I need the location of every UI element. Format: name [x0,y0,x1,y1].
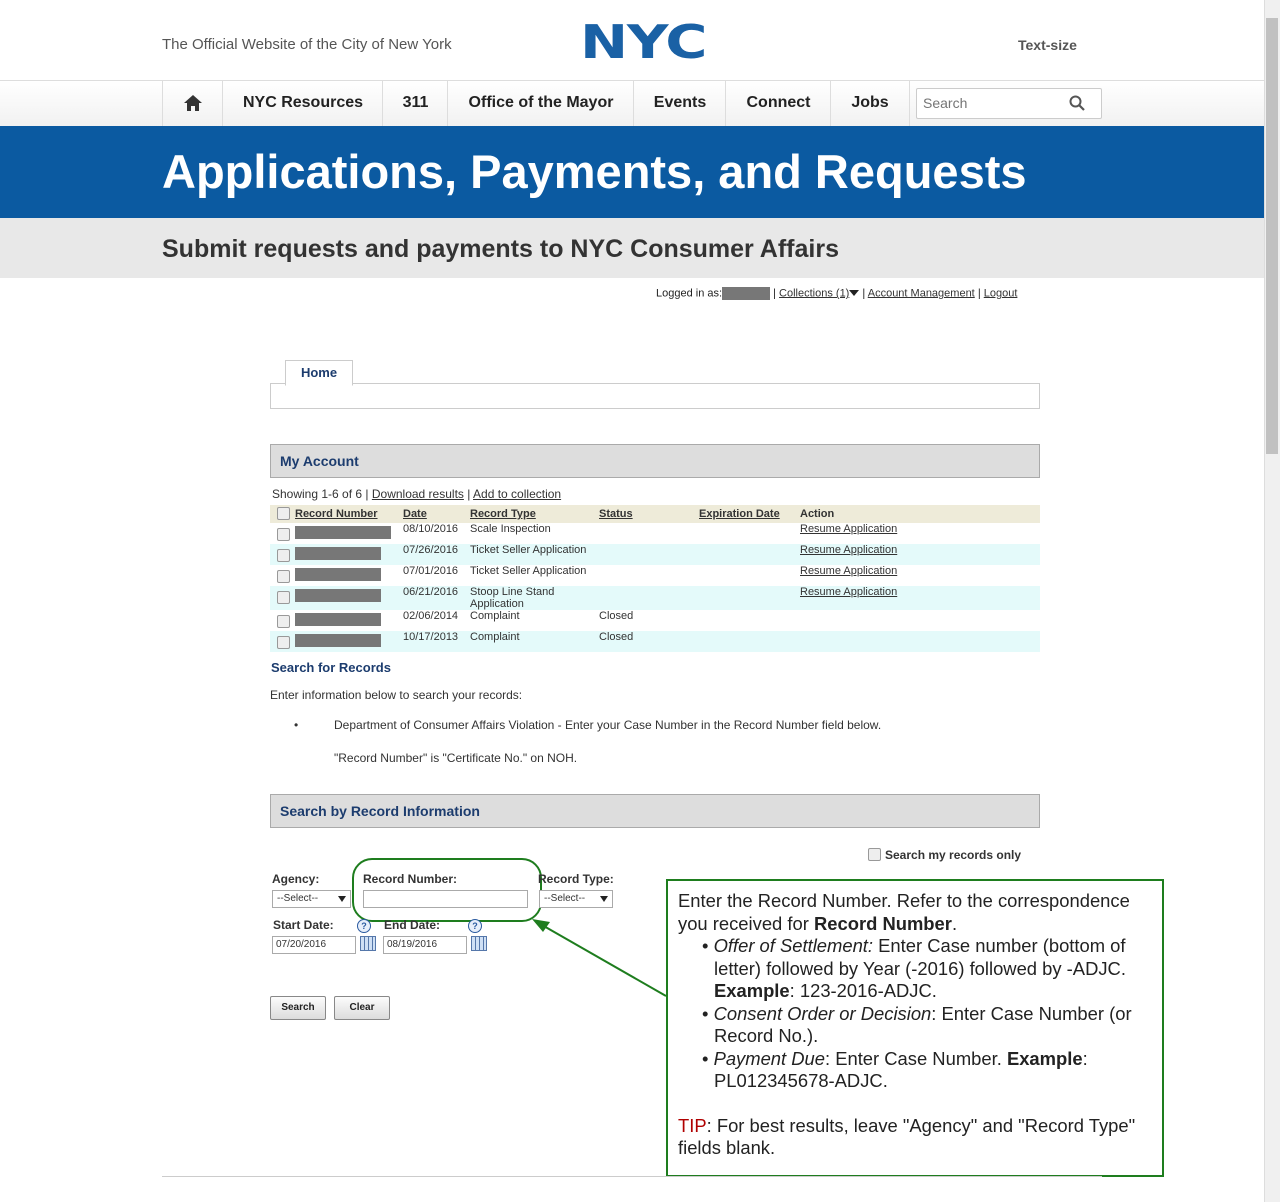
download-results-link[interactable]: Download results [371,487,464,501]
row-date: 10/17/2013 [403,631,470,652]
row-date: 07/26/2016 [403,544,470,565]
search-my-records-only[interactable] [868,848,1021,862]
payment-example: : PL012345678-ADJC. [714,1047,1088,1091]
row-checkbox[interactable] [277,591,290,604]
home-icon [183,94,203,112]
page-title: Applications, Payments, and Requests [162,145,1027,198]
record-number-input[interactable] [363,890,528,908]
col-action: Action [800,505,1040,523]
col-status[interactable]: Status [599,505,699,523]
nav-311[interactable]: 311 [382,80,448,126]
col-date[interactable]: Date [403,505,470,523]
row-expiration [699,586,800,610]
tip-text: : For best results, leave "Agency" and "Record Type" fields blank. [678,1114,1136,1158]
dca-violation-text: Department of Consumer Affairs Violation - Enter your Case Number in the Record Number field below. [334,718,882,732]
row-type: Ticket Seller Application [470,544,599,565]
row-action [800,631,1040,652]
calendar-icon[interactable] [360,936,376,951]
nav-connect[interactable]: Connect [725,80,831,126]
consent-label: Consent Order or Decision [713,1002,932,1024]
callout-list [678,935,1152,1093]
search-my-records-checkbox[interactable] [868,848,881,861]
nyc-logo[interactable]: NYC [580,15,707,69]
offer-text: Enter Case number (bottom of letter) followed by Year (-2016) followed by -ADJC. [714,935,1126,979]
table-row [270,565,1040,586]
callout-intro-end: . [951,912,958,934]
help-icon[interactable]: ? [357,919,371,933]
search-by-record-title: Search by Record Information [280,803,480,819]
row-type: Scale Inspection [470,523,551,535]
select-arrow-icon [338,896,346,902]
redacted-username [722,287,770,300]
select-arrow-icon [600,896,608,902]
record-number-note: "Record Number" is "Certificate No." on NOH. [334,751,578,765]
callout-intro-text: Enter the Record Number. Refer to the correspondence you received for [678,890,1130,934]
row-expiration [699,610,800,631]
row-status [599,544,699,565]
search-by-record-header [270,794,1040,828]
row-type: Complaint [470,631,599,652]
caret-down-icon[interactable] [849,290,859,297]
row-checkbox[interactable] [277,570,290,583]
instructions-callout [666,879,1164,1177]
row-date: 06/21/2016 [403,586,470,610]
login-bar [656,287,1017,300]
site-search [916,88,1102,119]
footer-divider [162,1176,1102,1177]
redacted-record-number[interactable] [295,526,391,539]
col-expiration-date[interactable]: Expiration Date [699,505,800,523]
row-status [599,565,699,586]
page-subbanner [0,218,1264,278]
my-account-title: My Account [280,453,359,469]
callout-intro-bold: Record Number [813,912,952,934]
redacted-record-number[interactable] [295,568,381,581]
row-checkbox[interactable] [277,549,290,562]
records-table [270,505,1040,652]
record-number-label: Record Number: [363,872,458,886]
offer-example: : 123-2016-ADJC. [789,980,937,1001]
start-date-input[interactable]: 07/20/2016 [272,936,356,954]
table-row [270,544,1040,565]
separator: | [773,287,776,300]
payment-example-label: Example [1006,1047,1083,1069]
row-expiration [699,544,800,565]
record-type-label: Record Type: [538,872,614,886]
resume-application-link[interactable]: Resume Application [800,586,898,598]
table-row [270,610,1040,631]
redacted-record-number[interactable] [295,613,381,626]
scrollbar-thumb[interactable] [1266,18,1278,454]
search-input[interactable] [917,89,1079,116]
separator: | [977,287,981,300]
nav-jobs[interactable]: Jobs [830,80,910,126]
clear-button[interactable]: Clear [334,996,390,1020]
payment-text: : Enter Case Number. [824,1047,1007,1069]
redacted-record-number[interactable] [295,589,381,602]
results-summary: Showing 1-6 of 6 | Download results | Add to collection [272,487,562,501]
row-status [599,586,699,610]
offer-example-label: Example [714,980,790,1001]
text-size-link[interactable]: Text-size [1018,37,1077,53]
row-date: 02/06/2014 [403,610,459,622]
search-intro-text: Enter information below to search your records: [270,688,523,702]
logout-link[interactable]: Logout [983,287,1018,300]
row-checkbox[interactable] [277,528,290,541]
end-date-label: End Date: [384,918,441,932]
record-type-select-value: --Select-- [544,893,586,904]
separator: | [862,287,866,300]
row-status [599,523,699,544]
table-row [270,631,1040,652]
col-record-number[interactable]: Record Number [295,505,403,523]
account-management-link[interactable]: Account Management [867,287,975,300]
resume-application-link[interactable]: Resume Application [800,544,898,556]
resume-application-link[interactable]: Resume Application [800,565,898,577]
row-expiration [699,631,800,652]
row-checkbox[interactable] [277,636,290,649]
callout-intro [678,890,1152,935]
bullet-marker: • [294,718,299,732]
row-date: 07/01/2016 [403,565,459,577]
start-date-label: Start Date: [273,918,334,932]
callout-item-consent: • Consent Order or Decision: Enter Case Number (or Record No.). [702,1002,1132,1046]
row-status: Closed [599,610,634,622]
search-icon[interactable] [1069,95,1085,111]
resume-application-link[interactable]: Resume Application [800,523,898,535]
redacted-record-number[interactable] [295,547,381,560]
row-checkbox[interactable] [277,615,290,628]
consent-text: : Enter Case Number (or Record No.). [714,1002,1132,1046]
agency-select[interactable] [272,890,351,908]
agency-label: Agency: [272,872,320,886]
row-type: Complaint [470,610,520,622]
collections-link[interactable]: Collections (1) [779,287,850,300]
nav-events[interactable]: Events [633,80,726,126]
official-website-text: The Official Website of the City of New York [162,36,452,53]
nav-home[interactable] [162,80,223,126]
row-status: Closed [599,631,699,652]
page-banner [0,126,1264,218]
callout-arrow [520,910,680,1010]
nav-office-of-the-mayor[interactable]: Office of the Mayor [447,80,634,126]
search-records-heading: Search for Records [271,660,391,675]
row-action [800,610,1040,631]
row-expiration [699,565,800,586]
tab-panel [270,383,1040,409]
select-all-checkbox[interactable] [277,507,290,520]
callout-tip [678,1115,1152,1160]
search-button[interactable]: Search [270,996,326,1020]
payment-label: Payment Due [713,1047,825,1069]
search-my-records-label: Search my records only [885,848,1022,862]
showing-count: Showing 1-6 of 6 | [272,487,369,501]
end-date-input[interactable]: 08/19/2016 [383,936,467,954]
logged-in-label: Logged in as: [656,287,723,300]
row-type: Ticket Seller Application [470,565,587,577]
callout-item-offer: • Offer of Settlement: Enter Case number (bottom of letter) followed by Year (-2016) followed by -ADJC. Example: 123-2016-ADJC. [702,935,1126,1001]
my-account-header [270,444,1040,478]
tip-label: TIP [678,1114,707,1136]
table-row [270,586,1040,610]
help-icon[interactable]: ? [468,919,482,933]
tab-home[interactable]: Home [285,360,353,386]
page-subtitle: Submit requests and payments to NYC Consumer Affairs [162,235,839,263]
add-to-collection-link[interactable]: Add to collection [473,487,562,501]
row-expiration [699,523,800,544]
nav-nyc-resources[interactable]: NYC Resources [222,80,383,126]
row-date: 08/10/2016 [403,523,459,535]
row-type: Stoop Line Stand Application [470,586,599,610]
agency-select-value: --Select-- [277,893,319,904]
col-record-type[interactable]: Record Type [470,505,599,523]
table-header-row [270,505,1040,523]
redacted-record-number[interactable] [295,634,381,647]
select-all-cell [270,505,295,523]
calendar-icon[interactable] [471,936,487,951]
record-type-select[interactable] [539,890,613,908]
offer-label: Offer of Settlement: [713,935,874,956]
callout-item-payment: • Payment Due: Enter Case Number. Example: PL012345678-ADJC. [702,1047,1088,1091]
table-row [270,523,1040,544]
